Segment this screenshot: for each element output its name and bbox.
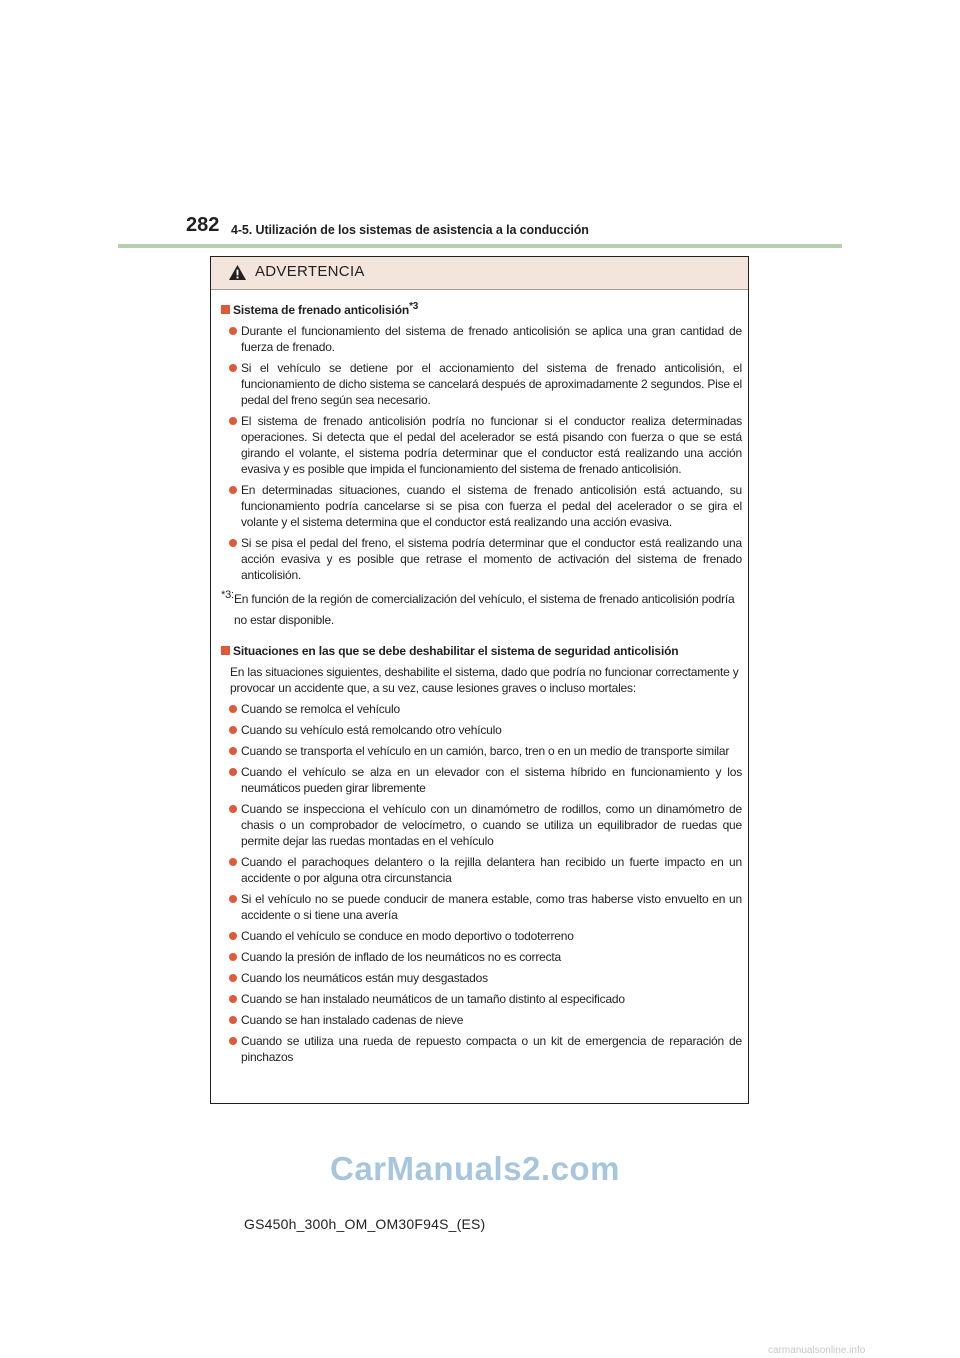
section-heading-anticollision (221, 302, 742, 318)
bullet-dot-icon (229, 705, 237, 713)
list-item: Cuando el vehículo se conduce en modo deportivo o todoterreno (221, 928, 742, 944)
list-item: Si se pisa el pedal del freno, el sistema podría determinar que el conductor está realizando una acción evasiva y es posible que retrase el momento de activación del sistema de frenado anticolisión. (221, 535, 742, 583)
site-watermark: carmanualsonline.info (768, 1345, 866, 1356)
footnote-text: En función de la región de comercialización del vehículo, el sistema de frenado anticolisión podría no estar disponible. (234, 592, 735, 627)
bullet-dot-icon (229, 953, 237, 961)
bullet-dot-icon (229, 932, 237, 940)
list-item: Cuando su vehículo está remolcando otro vehículo (221, 722, 742, 738)
list-item: Si el vehículo no se puede conducir de manera estable, como tras haberse visto envuelto en un accidente o si tiene una avería (221, 891, 742, 923)
bullet-dot-icon (229, 539, 237, 547)
bullet-dot-icon (229, 417, 237, 425)
intro-paragraph: En las situaciones siguientes, deshabilite el sistema, dado que podría no funcionar correctamente y provocar un accidente que, a su vez, cause lesiones graves o incluso mortales: (230, 665, 739, 695)
bullet-dot-icon (229, 486, 237, 494)
bullet-dot-icon (229, 747, 237, 755)
list-item: Cuando se inspecciona el vehículo con un dinamómetro de rodillos, como un dinamómetro de chasis o un comprobador de velocímetro, o cuando se utiliza un equilibrador de ruedas que permite dejar las ruedas montadas en el vehículo (221, 801, 742, 849)
list-item: Cuando se transporta el vehículo en un camión, barco, tren o en un medio de transporte similar (221, 743, 742, 759)
list-item: Cuando el vehículo se alza en un elevador con el sistema híbrido en funcionamiento y los neumáticos pueden girar libremente (221, 764, 742, 796)
bullet-dot-icon (229, 327, 237, 335)
document-code: GS450h_300h_OM_OM30F94S_(ES) (244, 1216, 486, 1232)
bullet-dot-icon (229, 768, 237, 776)
square-bullet-icon (221, 305, 230, 314)
list-item: Cuando los neumáticos están muy desgastados (221, 970, 742, 986)
list-item: Cuando se remolca el vehículo (221, 701, 742, 717)
square-bullet-icon (221, 646, 230, 655)
list-item: El sistema de frenado anticolisión podría no funcionar si el conductor realiza determinadas operaciones. Si detecta que el pedal del acelerador se está pisando con fuerza o que se está girando el volante, el sistema podría determinar que el conductor está realizando una acción evasiva y es posible que impida el funcionamiento del sistema de frenado anticolisión. (221, 413, 742, 477)
watermark-logo: CarManuals2.com (330, 1150, 620, 1187)
list-item: Si el vehículo se detiene por el accionamiento del sistema de frenado anticolisión, el funcionamiento de dicho sistema se cancelará después de aproximadamente 2 segundos. Pise el pedal del freno según sea necesario. (221, 360, 742, 408)
bullet-dot-icon (229, 726, 237, 734)
list-item: Cuando el parachoques delantero o la rejilla delantera han recibido un fuerte impacto en un accidente o por alguna otra circunstancia (221, 854, 742, 886)
bullet-dot-icon (229, 805, 237, 813)
page-header (186, 214, 846, 246)
bullet-dot-icon (229, 974, 237, 982)
page-number: 282 (186, 214, 220, 236)
section-heading-disable-situations (221, 643, 742, 659)
warning-body (211, 290, 748, 1065)
warning-triangle-icon (228, 264, 247, 281)
list-item: Cuando se han instalado cadenas de nieve (221, 1012, 742, 1028)
bullet-dot-icon (229, 895, 237, 903)
list-item: Cuando se utiliza una rueda de repuesto compacta o un kit de emergencia de reparación de pinchazos (221, 1033, 742, 1065)
bullet-dot-icon (229, 1037, 237, 1045)
bullet-dot-icon (229, 1016, 237, 1024)
list-item: Durante el funcionamiento del sistema de frenado anticolisión se aplica una gran cantidad de fuerza de frenado. (221, 323, 742, 355)
heading-text: Situaciones en las que se debe deshabilitar el sistema de seguridad anticolisión (233, 644, 679, 658)
list-item: Cuando se han instalado neumáticos de un tamaño distinto al especificado (221, 991, 742, 1007)
warning-title: ADVERTENCIA (255, 263, 365, 280)
footnote-mark: *3: (221, 589, 234, 601)
bullet-dot-icon (229, 858, 237, 866)
list-item: En determinadas situaciones, cuando el sistema de frenado anticolisión está actuando, su funcionamiento podría cancelarse si se pisa con fuerza el pedal del acelerador o se gira el volante y el sistema determina que el conductor está realizando una acción evasiva. (221, 482, 742, 530)
footnote (221, 589, 742, 631)
list-item: Cuando la presión de inflado de los neumáticos no es correcta (221, 949, 742, 965)
bullet-dot-icon (229, 364, 237, 372)
bullet-dot-icon (229, 995, 237, 1003)
warning-box (210, 256, 749, 1104)
section-title: 4-5. Utilización de los sistemas de asistencia a la conducción (231, 223, 589, 237)
footnote-ref: *3 (409, 301, 419, 312)
heading-text: Sistema de frenado anticolisión (233, 303, 410, 317)
warning-header (211, 257, 748, 290)
header-rule (118, 244, 842, 248)
